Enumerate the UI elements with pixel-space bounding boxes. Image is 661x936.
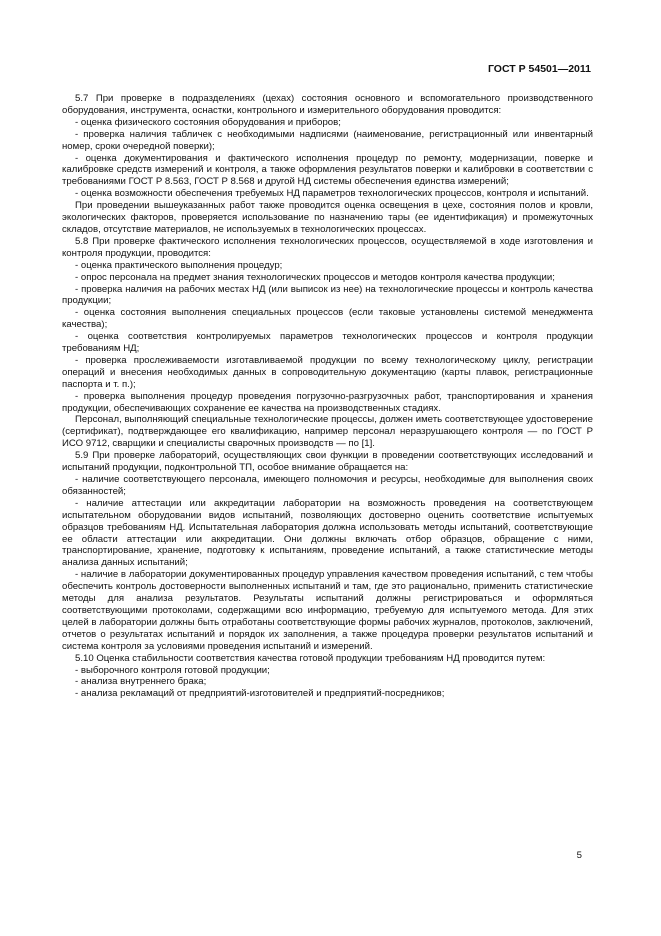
page-number: 5 xyxy=(576,850,582,861)
paragraph: - наличие в лаборатории документированных процедур управления качеством проведения испытаний, с тем чтобы обеспечить контроль достоверности выполненных испытаний и там, где это рационально, применить статистические методы для анализа результатов. Результаты испытаний должны регистрироваться и оформляться соответствующими протоколами, содержащими всю информацию, требуемую для испытуемого метода. Для этих целей в лаборатории должны быть отработаны соответствующие формы рабочих журналов, протоколов, заключений, отчетов о результатах испытаний и порядок их заполнения, а также процедура проверки результатов испытаний и система контроля за условиями проведения испытаний и измерений. xyxy=(62,569,593,652)
paragraph: - проверка выполнения процедур проведения погрузочно-разгрузочных работ, транспортирования и хранения продукции, обеспечивающих сохранение ее качества на производственных стадиях. xyxy=(62,390,593,414)
paragraph: Персонал, выполняющий специальные технологические процессы, должен иметь соответствующее удостоверение (сертификат), подтверждающее его квалификацию, например персонал неразрушающего контроля — по ГОСТ Р ИСО 9712, сварщики и специалисты сварочных производств — по [1]. xyxy=(62,414,593,450)
document-id-header: ГОСТ Р 54501—2011 xyxy=(487,63,591,75)
paragraph: 5.9 При проверке лабораторий, осуществляющих свои функции в проведении соответствующих исследований и испытаний продукции, подконтрольной ТП, особое внимание обращается на: xyxy=(62,450,593,474)
paragraph: 5.10 Оценка стабильности соответствия качества готовой продукции требованиям НД проводится путем: xyxy=(75,652,546,664)
paragraph: - анализа внутреннего брака; xyxy=(75,676,207,688)
paragraph: - проверка прослеживаемости изготавливаемой продукции по всему технологическому циклу, регистрации операций и внесения необходимых данных в сопроводительную документацию (карты плавок, регистрационные паспорта и т. п.); xyxy=(62,354,593,390)
paragraph: - анализа рекламаций от предприятий-изготовителей и предприятий-посредников; xyxy=(75,688,445,700)
paragraph: При проведении вышеуказанных работ также проводится оценка освещения в цехе, состояния полов и кровли, экологических факторов, проверяется использование по назначению тары (ее идентификация) и промежуточных складов, отсутствие материалов, не используемых в технологических процессах. xyxy=(62,200,593,235)
paragraph: - выборочного контроля готовой продукции; xyxy=(75,664,270,676)
paragraph: - проверка наличия на рабочих местах НД (или выписок из нее) на технологические процессы и контроль качества продукции; xyxy=(62,283,593,307)
paragraph: 5.8 При проверке фактического исполнения технологических процессов, осуществляемой в ходе изготовления и контроля продукции, проводится: xyxy=(62,235,593,259)
paragraph: - оценка состояния выполнения специальных процессов (если таковые установлены системой менеджмента качества); xyxy=(62,307,593,331)
paragraph: - оценка практического выполнения процедур; xyxy=(75,259,283,271)
paragraph: - оценка документирования и фактического исполнения процедур по ремонту, модернизации, поверке и калибровке средств измерений и контроля, а также оформления результатов поверки и калибровки в соответствии с требованиями ГОСТ Р 8.563, ГОСТ Р 8.568 и другой НД системы обеспечения единства измерений; xyxy=(62,152,593,188)
paragraph: 5.7 При проверке в подразделениях (цехах) состояния основного и вспомогательного производственного оборудования, инструмента, оснастки, контрольного и измерительного оборудования проводится: xyxy=(62,93,593,116)
paragraph: - наличие соответствующего персонала, имеющего полномочия и ресурсы, необходимые для выполнения своих обязанностей; xyxy=(62,474,593,497)
paragraph: - оценка соответствия контролируемых параметров технологических процессов и контроля продукции требованиям НД; xyxy=(62,331,593,355)
paragraph: - наличие аттестации или аккредитации лаборатории на возможность проведения на соответствующем испытательном оборудовании видов испытаний, позволяющих достоверно оценить соответствие испытуемых образцов требованиям НД. Испытательная лаборатория должна использовать методы испытаний, соответствующие ее области аттестации или аккредитации. Они должны включать отбор образцов, обращение с ними, транспортирование, хранение, подготовку к испытаниям, проведение испытаний, а также статистические методы анализа данных испытаний; xyxy=(62,497,593,569)
paragraph: - оценка физического состояния оборудования и приборов; xyxy=(75,116,341,128)
paragraph: - оценка возможности обеспечения требуемых НД параметров технологических процессов, контроля и испытаний. xyxy=(75,188,589,200)
document-body xyxy=(62,93,593,700)
paragraph: - проверка наличия табличек с необходимыми надписями (наименование, регистрационный или инвентарный номер, сроки очередной поверки); xyxy=(62,128,593,152)
paragraph: - опрос персонала на предмет знания технологических процессов и методов контроля качества продукции; xyxy=(75,271,555,283)
